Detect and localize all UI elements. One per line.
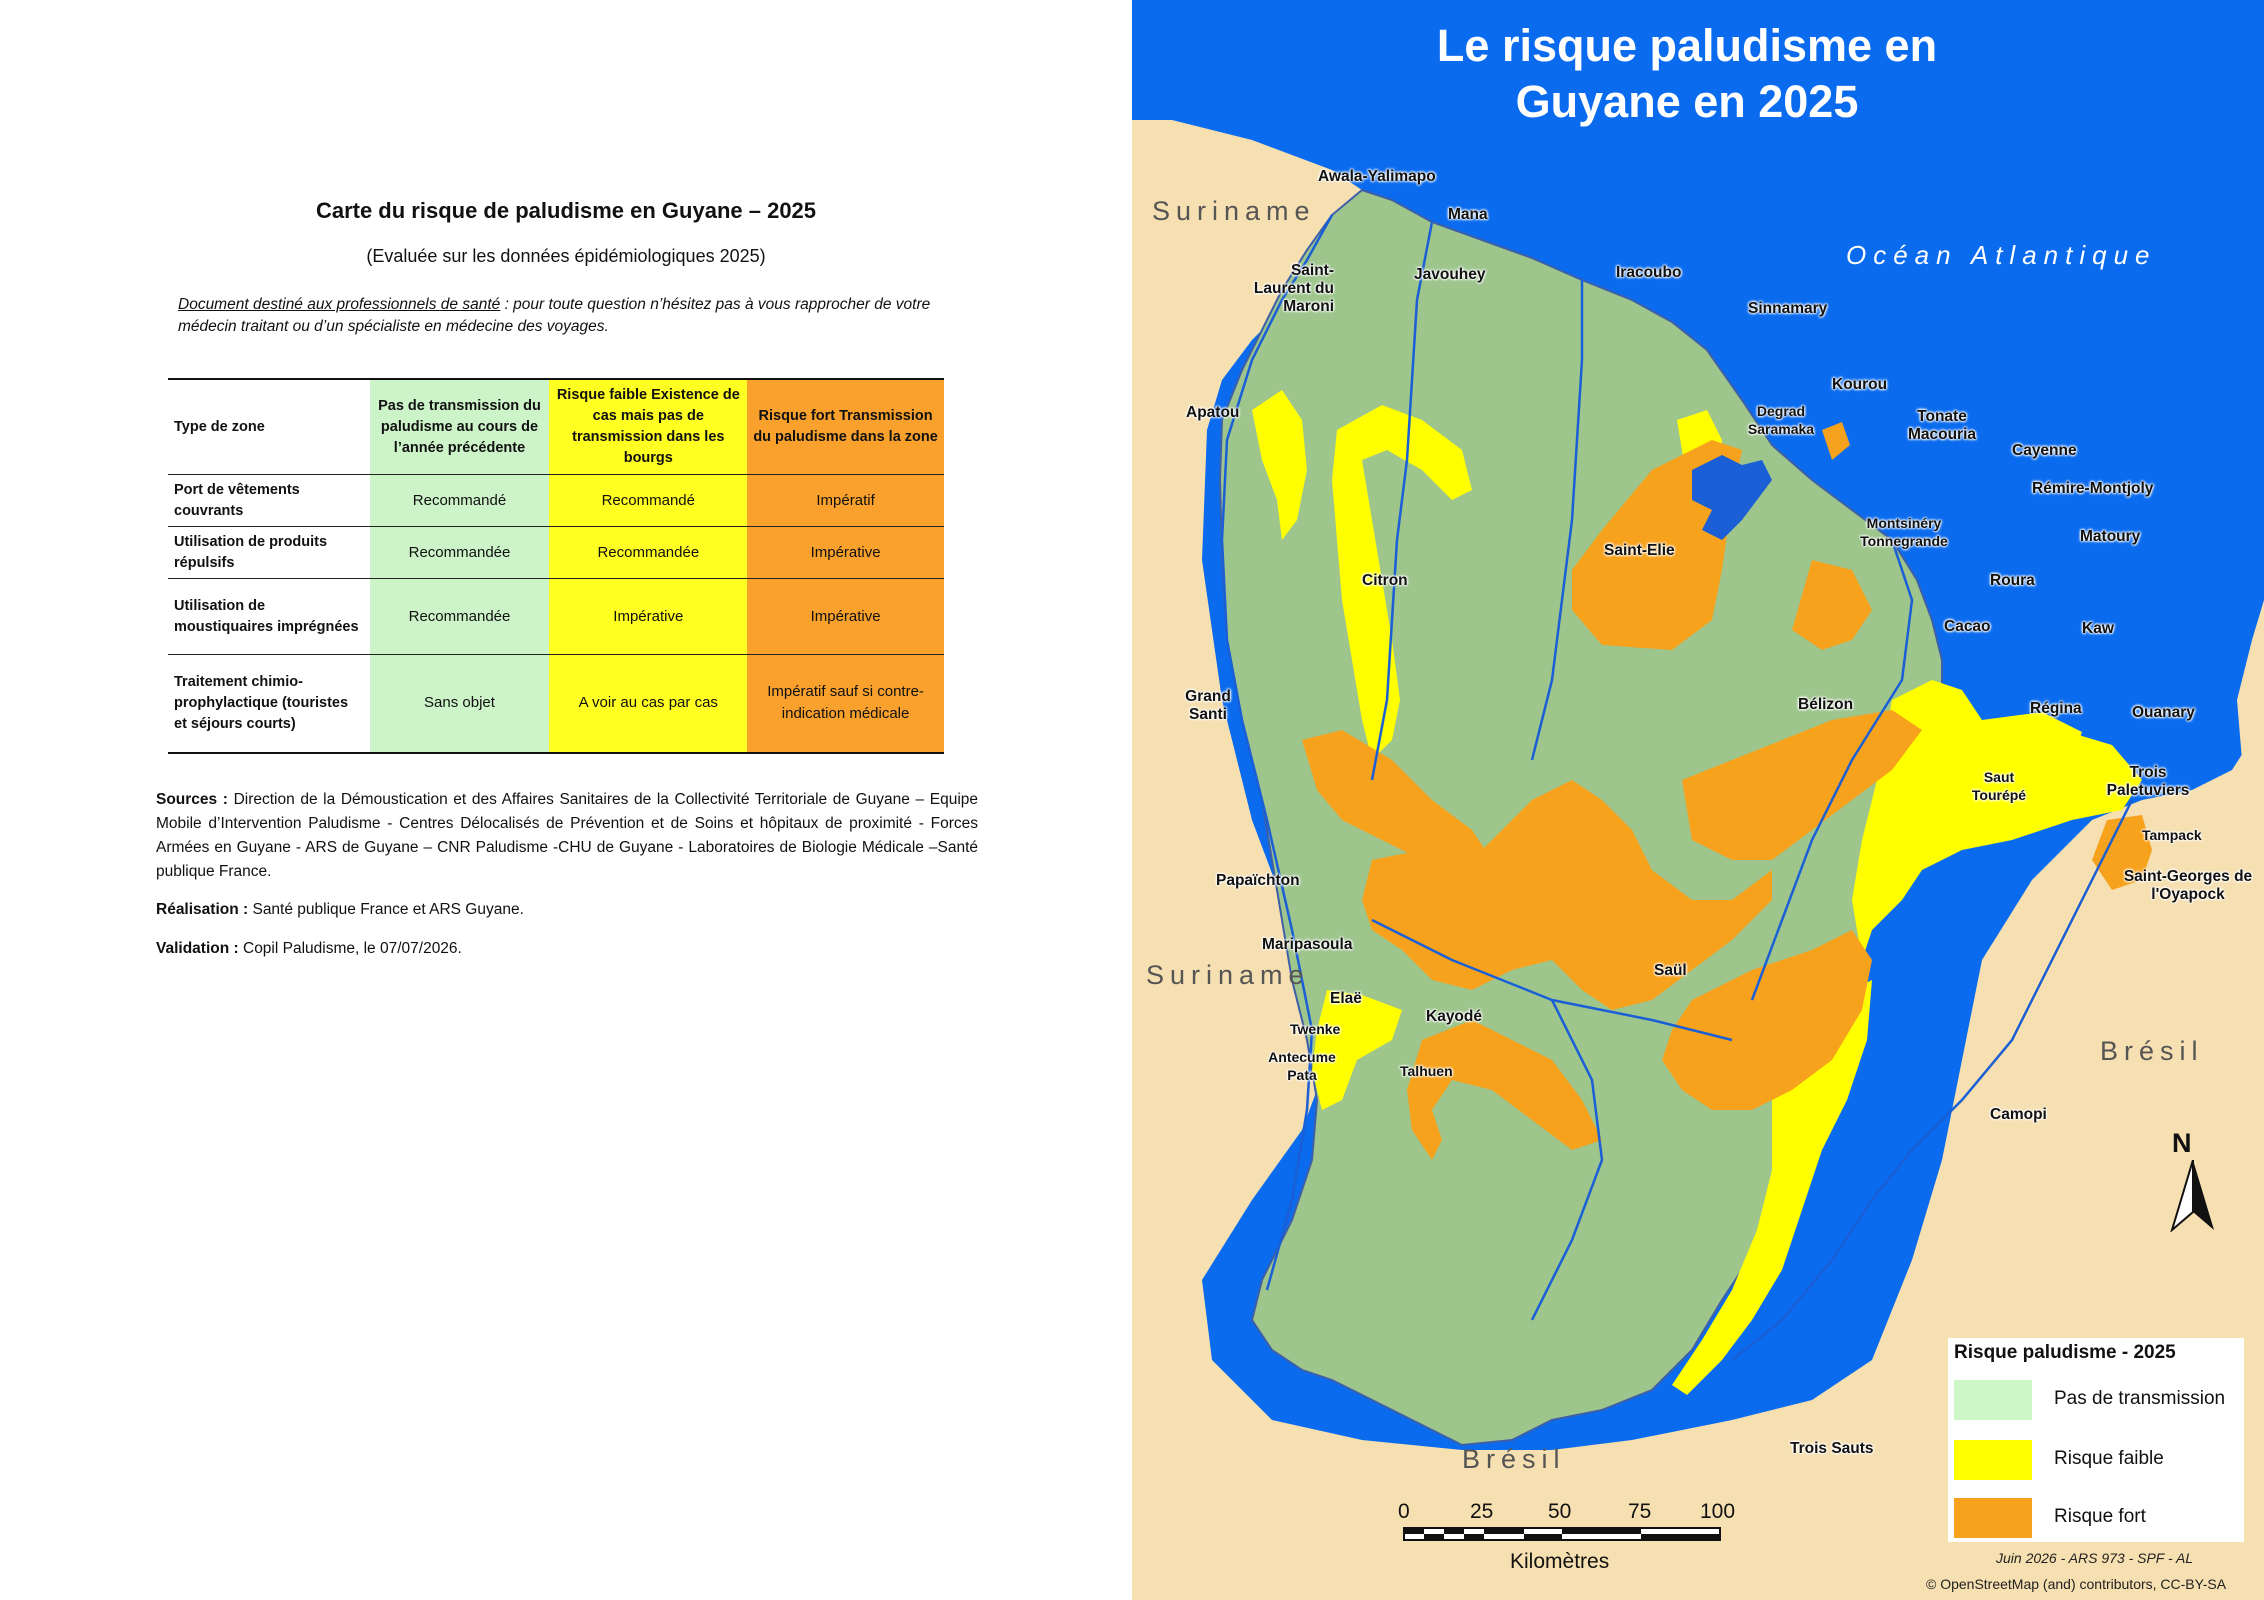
legend-label-low: Risque faible (2054, 1448, 2164, 1469)
place-javouhey: Javouhey (1414, 266, 1486, 283)
place-citron: Citron (1362, 572, 1408, 589)
header-high-risk: Risque fort Transmission du paludisme dans la zone (747, 379, 944, 475)
country-label-bresil-south: Brésil (1462, 1444, 1566, 1474)
cell-high: Impérative (747, 527, 944, 579)
place-matoury: Matoury (2080, 528, 2141, 545)
cell-none: Recommandée (370, 579, 550, 655)
place-awala: Awala-Yalimapo (1318, 168, 1436, 185)
place-trois-paletuviers: Trois Paletuviers (2106, 764, 2190, 799)
country-label-bresil-east: Brésil (2100, 1036, 2204, 1066)
legend-swatch-low (1954, 1440, 2032, 1480)
place-degrad-saramaka: Degrad Saramaka (1747, 403, 1815, 437)
place-tonate-macouria: Tonate Macouria (1907, 408, 1977, 443)
realisation-text: Santé publique France et ARS Guyane. (248, 901, 524, 918)
place-montsinery: Montsinéry Tonnegrande (1860, 515, 1948, 549)
notice-text: : pour toute question n’hésitez pas à vous rapprocher de votre médecin traitant ou d’un spécialiste en médecine des voyages. (178, 296, 931, 335)
country-label-suriname: Suriname (1152, 196, 1316, 226)
realisation-label: Réalisation : (156, 901, 249, 918)
cell-none: Recommandé (370, 475, 550, 527)
cell-none: Sans objet (370, 655, 550, 753)
validation-text: Copil Paludisme, le 07/07/2026. (238, 940, 462, 957)
validation-label: Validation : (156, 940, 239, 957)
place-sinnamary: Sinnamary (1748, 300, 1828, 317)
place-apatou: Apatou (1186, 404, 1240, 421)
header-low-risk: Risque faible Existence de cas mais pas de transmission dans les bourgs (549, 379, 747, 475)
scale-unit: Kilomètres (1510, 1550, 1610, 1573)
place-papaichton: Papaïchton (1216, 872, 1300, 889)
zone-table (168, 378, 944, 754)
place-saint-laurent: Saint-Laurent du Maroni (1253, 262, 1334, 315)
place-saul: Saül (1654, 962, 1687, 979)
ocean-label: Océan Atlantique (1846, 240, 2157, 270)
cell-low: Impérative (549, 579, 747, 655)
scale-tick: 25 (1470, 1500, 1494, 1523)
scale-bar (1402, 1524, 1722, 1546)
header-no-transmission: Pas de transmission du paludisme au cours de l’année précédente (370, 379, 550, 475)
place-kayode: Kayodé (1426, 1008, 1482, 1025)
legend-swatch-high (1954, 1498, 2032, 1538)
legend-label-none: Pas de transmission (2054, 1388, 2226, 1409)
place-trois-sauts: Trois Sauts (1790, 1440, 1874, 1457)
place-grand-santi: Grand Santi (1185, 688, 1231, 723)
place-cayenne: Cayenne (2012, 442, 2077, 459)
place-iracoubo: Iracoubo (1616, 264, 1682, 281)
scale-tick: 100 (1700, 1500, 1736, 1523)
row-label: Utilisation de produits répulsifs (174, 533, 328, 571)
place-regina: Régina (2030, 700, 2082, 717)
sources-paragraph (156, 788, 978, 884)
north-arrow-label: N (2172, 1128, 2192, 1158)
table-header-row (168, 379, 944, 475)
place-mana: Mana (1448, 206, 1488, 223)
legend-label-high: Risque fort (2054, 1506, 2146, 1527)
cell-high: Impératif sauf si contre-indication médicale (747, 655, 944, 753)
sources-label: Sources : (156, 791, 228, 808)
credit-osm: © OpenStreetMap (and) contributors, CC-BY-SA (1926, 1576, 2227, 1592)
place-tampack: Tampack (2142, 827, 2202, 843)
place-ouanary: Ouanary (2132, 704, 2195, 721)
scale-tick: 50 (1548, 1500, 1572, 1523)
legend-swatch-none (1954, 1380, 2032, 1420)
place-talhuen: Talhuen (1400, 1063, 1453, 1079)
malaria-risk-map (1132, 0, 2264, 1600)
place-saut-tourepe: Saut Tourépé (1971, 769, 2027, 803)
map-legend (1948, 1338, 2244, 1542)
cell-high: Impératif (747, 475, 944, 527)
validation-paragraph (156, 937, 978, 961)
place-maripasoula: Maripasoula (1262, 936, 1353, 953)
place-remire-montjoly: Rémire-Montjoly (2032, 480, 2154, 497)
place-camopi: Camopi (1990, 1106, 2047, 1123)
notice-lead: Document destiné aux professionnels de santé (178, 296, 501, 313)
document-subtitle: (Evaluée sur les données épidémiologiques 2025) (366, 246, 766, 266)
table-row (168, 527, 944, 579)
table-row (168, 655, 944, 753)
table-row (168, 475, 944, 527)
place-saint-georges: Saint-Georges de l'Oyapock (2123, 868, 2253, 903)
place-antecume-pata: Antecume Pata (1268, 1049, 1336, 1083)
map-title: Le risque paludisme en Guyane en 2025 (1436, 20, 1938, 127)
realisation-paragraph (156, 898, 978, 922)
row-label: Traitement chimio-prophylactique (touristes et séjours courts) (174, 673, 349, 732)
table-row (168, 579, 944, 655)
country-label-suriname-south: Suriname (1146, 960, 1310, 990)
place-roura: Roura (1990, 572, 2035, 589)
row-label: Utilisation de moustiquaires imprégnées (174, 597, 359, 635)
scale-tick: 0 (1398, 1500, 1410, 1523)
sources-text: Direction de la Démoustication et des Affaires Sanitaires de la Collectivité Territoriale de Guyane – Equipe Mobile d’Intervention Paludisme - Centres Délocalisés de Prévention et de Soins et hôpitaux de proximité - Forces Armées en Guyane - ARS de Guyane – CNR Paludisme -CHU de Guyane - Laboratoires de Biologie Médicale –Santé publique France. (156, 791, 979, 880)
scale-tick: 75 (1628, 1500, 1652, 1523)
cell-low: Recommandé (549, 475, 747, 527)
document-title: Carte du risque de paludisme en Guyane – 2025 (315, 198, 817, 223)
credit-date: Juin 2026 - ARS 973 - SPF - AL (1996, 1550, 2194, 1566)
cell-none: Recommandée (370, 527, 550, 579)
place-elae: Elaë (1330, 990, 1362, 1007)
cell-high: Impérative (747, 579, 944, 655)
place-kaw: Kaw (2082, 620, 2114, 637)
north-arrow-icon (2168, 1160, 2218, 1232)
place-cacao: Cacao (1944, 618, 1991, 635)
place-kourou: Kourou (1832, 376, 1888, 393)
legend-title: Risque paludisme - 2025 (1954, 1342, 2176, 1363)
place-belizon: Bélizon (1798, 696, 1854, 713)
header-zone-type: Type de zone (168, 379, 370, 475)
row-label: Port de vêtements couvrants (174, 481, 300, 519)
cell-low: Recommandée (549, 527, 747, 579)
professional-notice (178, 294, 938, 338)
cell-low: A voir au cas par cas (549, 655, 747, 753)
place-twenke: Twenke (1290, 1021, 1341, 1037)
place-saint-elie: Saint-Elie (1604, 542, 1675, 559)
